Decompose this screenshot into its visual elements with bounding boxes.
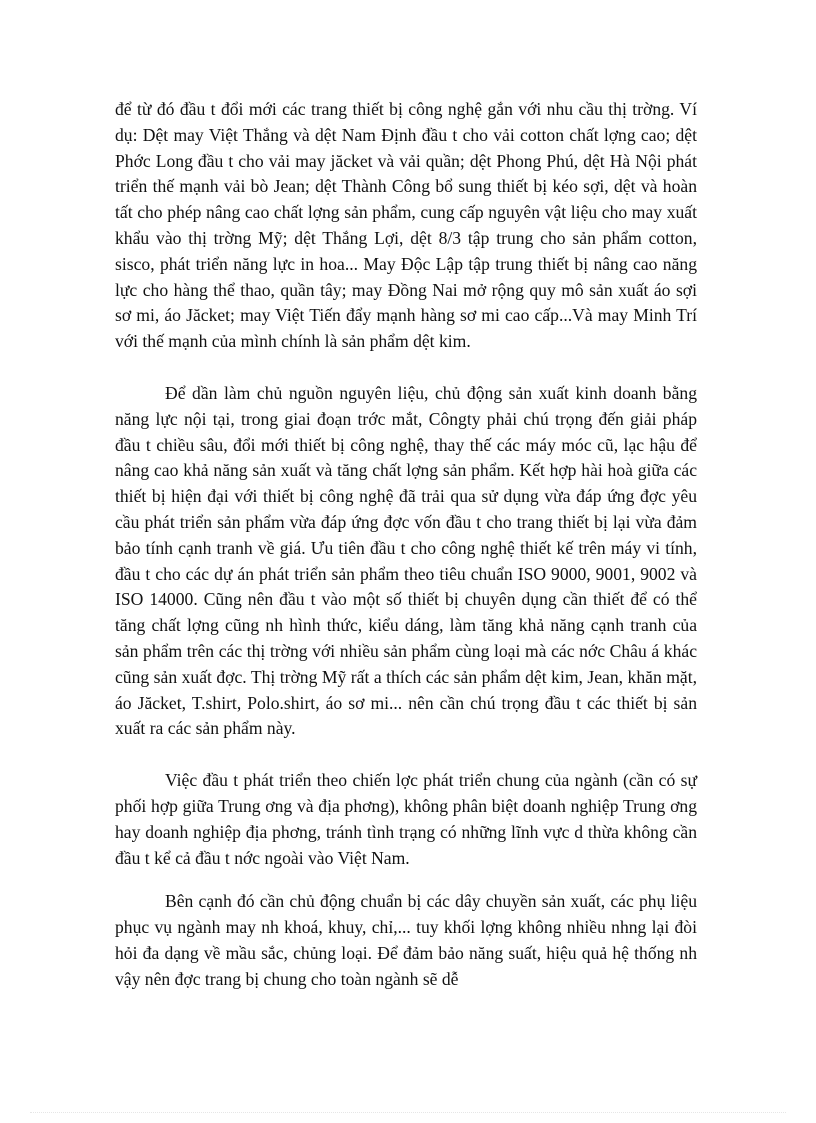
paragraph-4: Bên cạnh đó cần chủ động chuẩn bị các dây chuyền sản xuất, các phụ liệu phục vụ ngành may nh khoá, khuy, chỉ,... tuy khối lợng không nhiều nhng lại đòi hỏi đa dạng về mầu sắc, chủng loại. Để đảm bảo năng suất, hiệu quả hệ thống nh vậy nên đợc trang bị chung cho toàn ngành sẽ dễ bbox=[115, 891, 697, 989]
paragraph-3: Việc đầu t phát triển theo chiến lợc phát triển chung của ngành (cần có sự phối hợp giữa Trung ơng và địa phơng), không phân biệt doanh nghiệp Trung ơng hay doanh nghiệp địa phơng, tránh tình trạng có những lĩnh vực d thừa không cần đầu t kể cả đầu t nớc ngoài vào Việt Nam. bbox=[115, 770, 697, 868]
paragraph-1: để từ đó đầu t đổi mới các trang thiết bị công nghệ gắn với nhu cầu thị trờng. Ví dụ: Dệt may Việt Thắng và dệt Nam Định đầu t cho vải cotton chất lợng cao; dệt Phớc Long đầu t cho vải may jăcket và vải quần; dệt Phong Phú, dệt Hà Nội phát triển thế mạnh vải bò Jean; dệt Thành Công bổ sung thiết bị kéo sợi, dệt và hoàn tất cho phép nâng cao chất lợng sản phẩm, cung cấp nguyên vật liệu cho may xuất khẩu vào thị trờng Mỹ; dệt Thắng Lợi, dệt 8/3 tập trung cho sản phẩm cotton, sisco, phát triển năng lực in hoa... May Độc Lập tập trung thiết bị nâng cao năng lực cho hàng thể thao, quần tây; may Đồng Nai mở rộng quy mô sản xuất áo sợi sơ mi, áo Jăcket; may Việt Tiến đẩy mạnh hàng sơ mi cao cấp...Và may Minh Trí với thế mạnh của mình chính là sản phẩm dệt kim. bbox=[115, 99, 697, 352]
paragraph-2: Để dần làm chủ nguồn nguyên liệu, chủ động sản xuất kinh doanh bằng năng lực nội tại, trong giai đoạn trớc mắt, Côngty phải chú trọng đến giải pháp đầu t chiều sâu, đổi mới thiết bị công nghệ, thay thế các máy móc cũ, lạc hậu để nâng cao khả năng sản xuất và tăng chất lợng sản phẩm. Kết hợp hài hoà giữa các thiết bị hiện đại với thiết bị công nghệ đã trải qua sử dụng vừa đáp ứng đợc yêu cầu phát triển sản phẩm vừa đáp ứng đợc vốn đầu t cho trang thiết bị lại vừa đảm bảo tính cạnh tranh về giá. Ưu tiên đầu t cho công nghệ thiết kế trên máy vi tính, đầu t cho các dự án phát triển sản phẩm theo tiêu chuẩn ISO 9000, 9001, 9002 và ISO 14000. Cũng nên đầu t vào một số thiết bị chuyên dụng cần thiết để có thể tăng chất lợng cũng nh hình thức, kiểu dáng, làm tăng khả năng cạnh tranh của sản phẩm trên các thị trờng với nhiều sản phẩm cùng loại mà các nớc Châu á khác cũng sản xuất đợc. Thị trờng Mỹ rất a thích các sản phẩm dệt kim, Jean, khăn mặt, áo Jăcket, T.shirt, Polo.shirt, áo sơ mi... nên cần chú trọng đầu t các thiết bị sản xuất ra các sản phẩm này. bbox=[115, 382, 697, 739]
document-body bbox=[115, 97, 697, 993]
page-bottom-divider bbox=[30, 1112, 786, 1113]
